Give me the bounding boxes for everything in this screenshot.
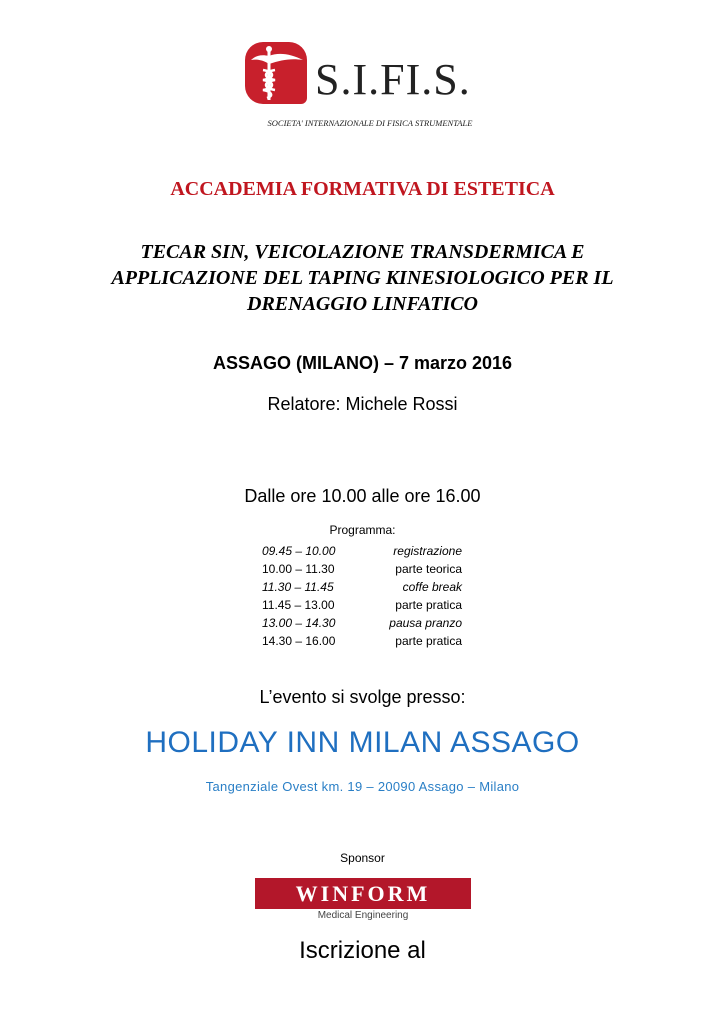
venue-name: HOLIDAY INN MILAN ASSAGO [145, 726, 580, 759]
signup-text: Iscrizione al [299, 937, 426, 964]
speaker: Relatore: Michele Rossi [267, 394, 458, 414]
schedule-activity: parte pratica [395, 634, 462, 648]
schedule-row [262, 542, 462, 560]
sifis-logo [245, 42, 495, 132]
schedule-time: 09.45 – 10.00 [262, 544, 336, 558]
schedule-activity: pausa pranzo [389, 616, 462, 630]
schedule-row [262, 596, 462, 614]
schedule-row [262, 578, 462, 596]
logo-subtitle: SOCIETA' INTERNAZIONALE DI FISICA STRUMENTALE [267, 118, 473, 128]
sponsor-name: WINFORM [255, 878, 471, 909]
logo-wordmark: S.I.FI.S. [315, 55, 471, 104]
schedule-activity: parte pratica [395, 598, 462, 612]
event-hours: Dalle ore 10.00 alle ore 16.00 [244, 486, 481, 506]
schedule-activity: registrazione [393, 544, 462, 558]
schedule-activity: parte teorica [395, 562, 462, 576]
caduceus-icon [245, 42, 307, 104]
course-title [0, 239, 725, 317]
programme-schedule [262, 542, 462, 650]
schedule-time: 13.00 – 14.30 [262, 616, 336, 630]
sponsor-subtitle: Medical Engineering [317, 910, 409, 921]
schedule-time: 11.45 – 13.00 [262, 598, 335, 612]
course-title-line: DRENAGGIO LINFATICO [247, 293, 478, 315]
schedule-row [262, 614, 462, 632]
programme-title: Programma: [329, 523, 396, 537]
venue-address: Tangenziale Ovest km. 19 – 20090 Assago – Milano [205, 779, 520, 794]
schedule-row [262, 632, 462, 650]
course-title-line: APPLICAZIONE DEL TAPING KINESIOLOGICO PER IL [111, 267, 614, 289]
schedule-time: 11.30 – 11.45 [262, 580, 334, 594]
schedule-activity: coffe break [402, 580, 462, 594]
academy-title: ACCADEMIA FORMATIVA DI ESTETICA [170, 178, 555, 200]
schedule-time: 10.00 – 11.30 [262, 562, 335, 576]
sponsor-logo [255, 878, 471, 926]
venue-intro: L’evento si svolge presso: [259, 687, 466, 707]
place-date: ASSAGO (MILANO) – 7 marzo 2016 [212, 353, 513, 373]
sponsor-label: Sponsor [340, 851, 385, 865]
schedule-row [262, 560, 462, 578]
course-title-line: TECAR SIN, VEICOLAZIONE TRANSDERMICA E [140, 241, 585, 263]
schedule-time: 14.30 – 16.00 [262, 634, 336, 648]
